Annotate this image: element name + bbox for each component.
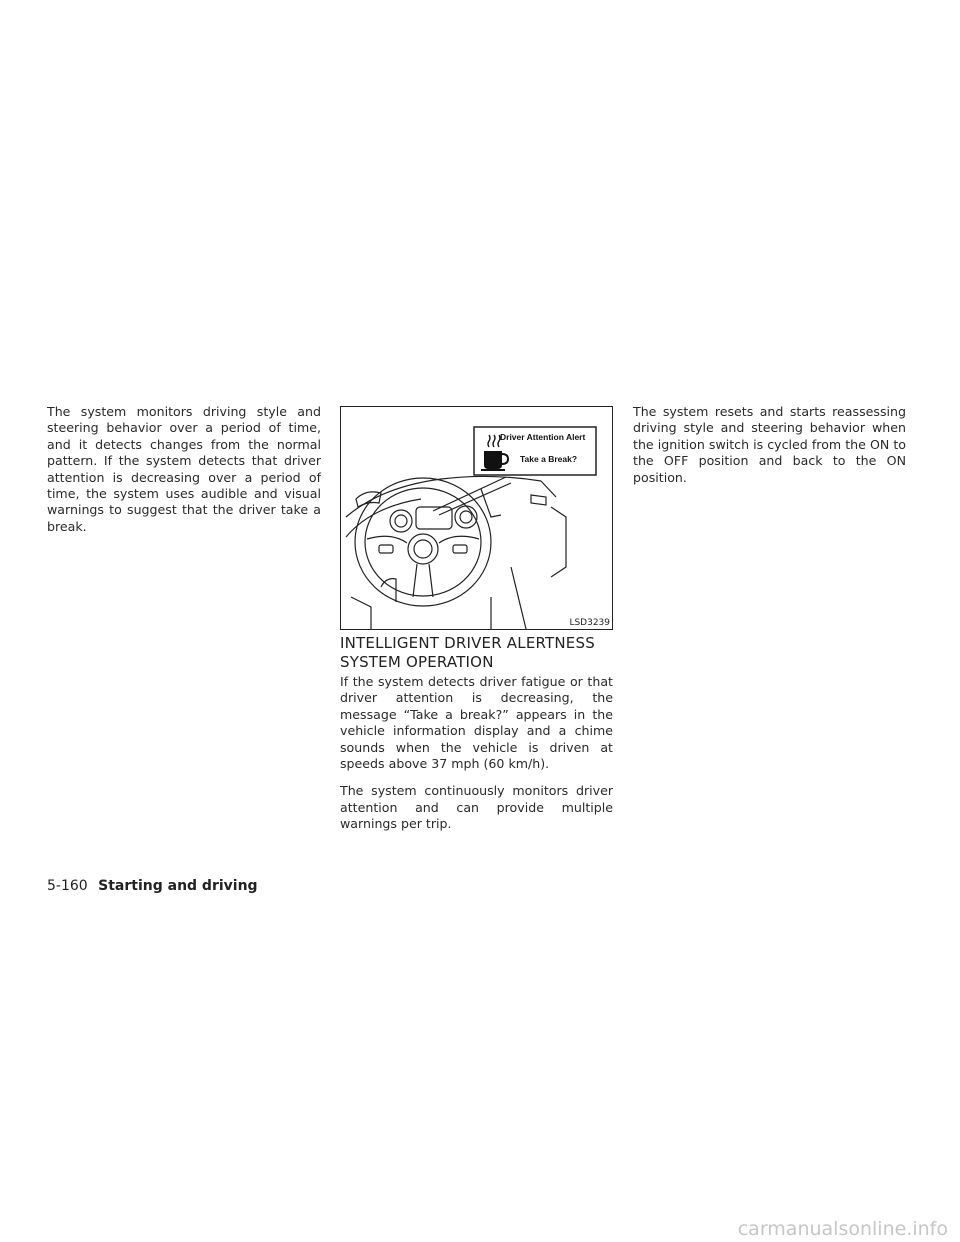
column-middle xyxy=(340,674,613,844)
steering-wheel-drawing xyxy=(341,407,612,629)
dashboard-illustration xyxy=(340,406,613,630)
alert-title: Driver Attention Alert xyxy=(500,432,586,442)
figure-code: LSD3239 xyxy=(569,618,610,628)
alert-message: Take a Break? xyxy=(520,454,578,464)
footer-section-title: Starting and driving xyxy=(98,878,258,894)
reset-paragraph: The system resets and starts reassessing driving style and steering behavior when the ignition switch is cycled from the ON to the OFF position and back to the ON position. xyxy=(633,404,906,485)
column-right xyxy=(633,404,906,497)
column-left xyxy=(47,404,321,546)
intro-paragraph: The system monitors driving style and steering behavior over a period of time, and it detects changes from the normal pattern. If the system detects that driver attention is decreasing over a period of time, the system uses audible and visual warnings to suggest that the driver take a break. xyxy=(47,404,321,534)
section-heading-line1: INTELLIGENT DRIVER ALERTNESS xyxy=(340,634,595,652)
section-paragraph-1: If the system detects driver fatigue or that driver attention is decreasing, the message “Take a break?” appears in the vehicle information display and a chime sounds when the vehicle is driven at speeds above 37 mph (60 km/h). xyxy=(340,674,613,772)
section-paragraph-2: The system continuously monitors driver attention and can provide multiple warnings per trip. xyxy=(340,783,613,832)
section-heading xyxy=(340,634,620,672)
section-heading-line2: SYSTEM OPERATION xyxy=(340,653,494,671)
watermark: carmanualsonline.info xyxy=(737,1218,948,1240)
page-footer xyxy=(47,877,258,895)
page-number: 5-160 xyxy=(47,878,88,894)
